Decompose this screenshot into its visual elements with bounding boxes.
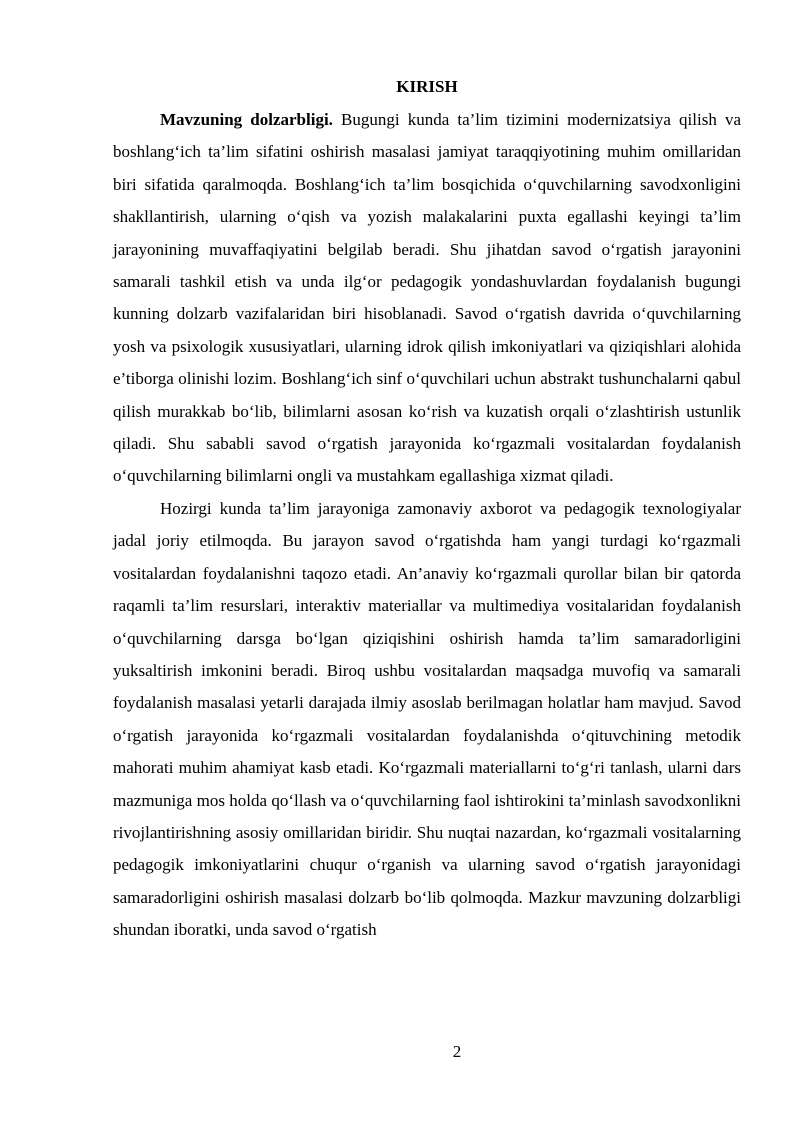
paragraph-relevance — [113, 104, 741, 493]
paragraph-body: Bugungi kunda ta’lim tizimini modernizatsiya qilish va boshlang‘ich ta’lim sifatini oshirish masalasi jamiyat taraqqiyotining muhim omillaridan biri sifatida qaralmoqda. Boshlang‘ich ta’lim bosqichida o‘quvchilarning savodxonligini shakllantirish, ularning o‘qish va yozish malakalarini puxta egallashi keyingi ta’lim jarayonining muvaffaqiyatini belgilab beradi. Shu jihatdan savod o‘rgatish jarayonini samarali tashkil etish va unda ilg‘or pedagogik yondashuvlardan foydalanish bugungi kunning dolzarb vazifalaridan biri hisoblanadi. Savod o‘rgatish davrida o‘quvchilarning yosh va psixologik xususiyatlari, ularning idrok qilish imkoniyatlari va qiziqishlari alohida e’tiborga olinishi lozim. Boshlang‘ich sinf o‘quvchilari uchun abstrakt tushunchalarni qabul qilish murakkab bo‘lib, bilimlarni asosan ko‘rish va kuzatish orqali o‘zlashtirish ustunlik qiladi. Shu sababli savod o‘rgatish jarayonida ko‘rgazmali vositalardan foydalanish o‘quvchilarning bilimlarni ongli va mustahkam egallashiga xizmat qiladi. — [113, 110, 741, 486]
paragraph-lead: Mavzuning dolzarbligi. — [160, 110, 333, 129]
page-number: 2 — [452, 1042, 462, 1061]
paragraph-technologies: Hozirgi kunda ta’lim jarayoniga zamonaviy axborot va pedagogik texnologiyalar jadal joriy etilmoqda. Bu jarayon savod o‘rgatishda ham yangi turdagi ko‘rgazmali vositalardan foydalanishni taqozo etadi. An’anaviy ko‘rgazmali qurollar bilan bir qatorda raqamli ta’lim resurslari, interaktiv materiallar va multimediya vositalaridan foydalanish o‘quvchilarning darsga bo‘lgan qiziqishini oshirish hamda ta’lim samaradorligini yuksaltirish imkonini beradi. Biroq ushbu vositalardan maqsadga muvofiq va samarali foydalanish masalasi yetarli darajada ilmiy asoslab berilmagan holatlar ham mavjud. Savod o‘rgatish jarayonida ko‘rgazmali vositalardan foydalanishda o‘qituvchining metodik mahorati muhim ahamiyat kasb etadi. Ko‘rgazmali materiallarni to‘g‘ri tanlash, ularni dars mazmuniga mos holda qo‘llash va o‘quvchilarning faol ishtirokini ta’minlash savodxonlikni rivojlantirishning asosiy omillaridan biridir. Shu nuqtai nazardan, ko‘rgazmali vositalarning pedagogik imkoniyatlarini chuqur o‘rganish va ularning savod o‘rgatish jarayonidagi samaradorligini oshirish masalasi dolzarb bo‘lib qolmoqda. Mazkur mavzuning dolzarbligi shundan iboratki, unda savod o‘rgatish — [113, 498, 741, 940]
section-title: KIRISH — [396, 77, 458, 96]
document-page — [113, 76, 741, 947]
